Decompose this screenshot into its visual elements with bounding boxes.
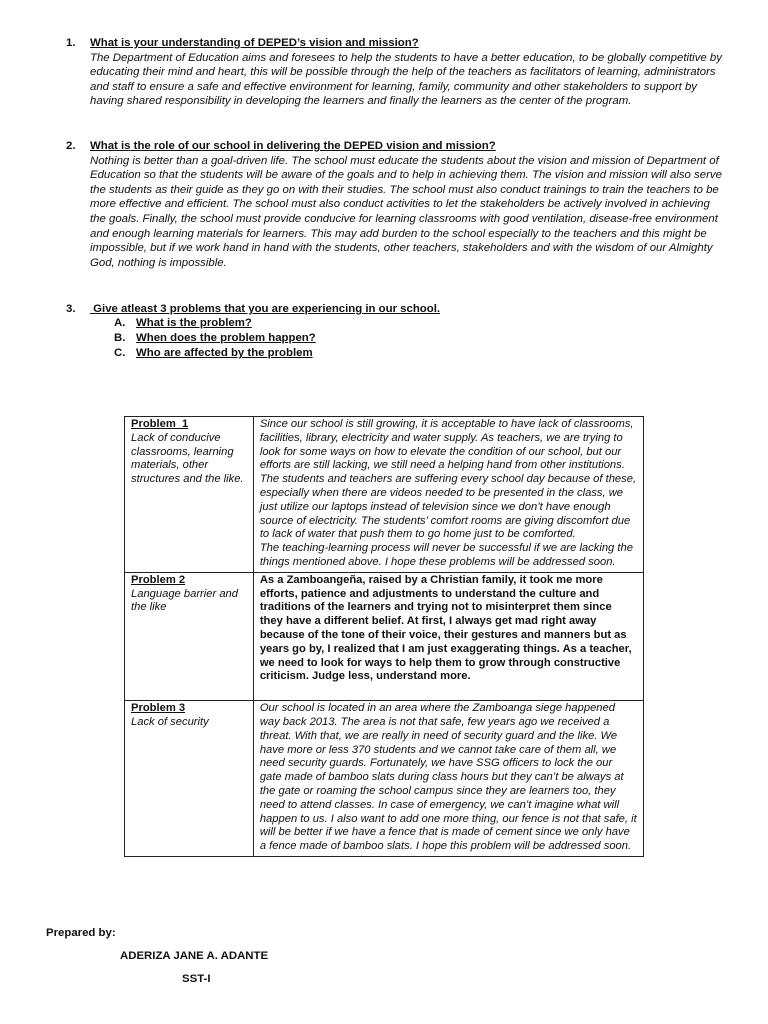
problem-title: Problem 3 [131, 702, 186, 715]
question-answer: The Department of Education aims and foresees to help the students to have a better education, to be globally competitive by educating their mind and heart, this will be possible through the help of the teachers as facilitators of learning, administrators and staff to ensure a safe and effective environment for learning, family, community and other stakeholders to support by having shared responsibility in developing the learners and finally the learners as the center of the program. [90, 51, 722, 108]
problem-cell [125, 701, 254, 857]
problem-detail: The teaching-learning process will never be successful if we are lacking the things mentioned above. I hope these problems will be addressed soon. [259, 542, 633, 568]
problem-detail-cell [253, 417, 643, 573]
question-heading: What is your understanding of DEPED’s vision and mission? [90, 37, 419, 49]
question-heading: Give atleast 3 problems that you are experiencing in our school. [90, 303, 441, 315]
question-answer: Nothing is better than a goal-driven life. The school must educate the students about the vision and mission of Department of Education so that the students will be aware of the goals and to help in achieving them. The vision and mission will also serve the students as their guide as they go on with their studies. The school must also conduct trainings to train the teachers to be more effective and efficient. The school must also conduct activities to let the stakeholders be actively involved in achieving the goals. Finally, the school must provide conducive for learning classrooms with good ventilation, disease-free environment and enough learning materials for learners. This may add burden to the school especially to the teachers and this might be impossible, but if we work hand in hand with the students, other teachers, stakeholders and with the wisdom of our Almighty God, nothing is impossible. [90, 154, 722, 269]
problem-description: Lack of conducive classrooms, learning materials, other structures and the like. [131, 431, 244, 486]
problem-detail-cell [253, 572, 643, 700]
problem-cell [125, 572, 254, 700]
problem-title: Problem 2 [131, 573, 186, 586]
sub-item-letter: C. [114, 347, 126, 360]
problem-cell [125, 417, 254, 573]
question-2 [66, 139, 726, 270]
question-3-sub-list [114, 316, 316, 362]
problem-detail: Since our school is still growing, it is acceptable to have lack of classrooms, facilities, library, electricity and water supply. As teachers, we are trying to look for some ways on how to elevate the condition of our school, but our efforts are still lacking, we still need a helping hand from other institutions. The students and teachers are suffering every school day because of these, especially when there are videos needed to be presented in the class, we just utilize our laptops instead of television since we don’t have enough source of electricity. The students’ comfort rooms are giving discomfort due to lack of water that push them to go home just to be comforted. [259, 418, 637, 541]
problem-detail-cell [253, 701, 643, 857]
problem-description: Lack of security [131, 715, 209, 728]
question-3 [66, 302, 726, 317]
question-1 [66, 36, 726, 109]
problems-table [124, 416, 644, 857]
sub-item-c [114, 346, 316, 361]
prepared-by-label: Prepared by: [46, 927, 116, 939]
problem-description: Language barrier and the like [131, 587, 238, 614]
preparer-name: ADERIZA JANE A. ADANTE [120, 950, 269, 962]
table-row [125, 572, 644, 700]
question-number: 1. [66, 37, 76, 49]
question-number: 2. [66, 140, 76, 152]
sub-item-b [114, 331, 316, 346]
sub-item-letter: B. [114, 332, 126, 345]
table-row [125, 701, 644, 857]
sub-item-text: When does the problem happen? [136, 332, 316, 345]
sub-item-text: What is the problem? [136, 317, 252, 329]
problem-title: Problem 1 [131, 418, 189, 430]
problem-detail: As a Zamboangeña, raised by a Christian family, it took me more efforts, patience and adjustments to understand the culture and traditions of the learners and trying not to misinterpret them since they have a different belief. At first, I always get mad right away because of the tone of their voice, their gestures and manners but as years go by, I realized that I am just exaggerating things. As a teacher, we need to look for ways to help them to grow through constructive criticism. Judge less, understand more. [259, 573, 632, 683]
problem-detail: Our school is located in an area where the Zamboanga siege happened way back 2013. The area is not that safe, few years ago we received a threat. With that, we are really in need of security guard and the like. We have more or less 370 students and we cannot take care of them all, we need security guards. Fortunately, we have SSG officers to lock the our gate made of bamboo slats during class hours but they can’t be always at the gate or roaming the school campus since they are learners too, they need to attend classes. In case of emergency, we can’t imagine what will happen to us. I also want to add one more thing, our fence is not that safe, it will be better if we have a fence that is made of cement since we only have a fence made of bamboo slats. I hope this problem will be addressed soon. [259, 702, 637, 853]
sub-item-a [114, 316, 316, 331]
question-number: 3. [66, 303, 76, 315]
question-heading: What is the role of our school in delivering the DEPED vision and mission? [90, 140, 496, 152]
sub-item-text: Who are affected by the problem [136, 347, 313, 360]
preparer-position: SST-I [182, 973, 211, 985]
sub-item-letter: A. [114, 317, 126, 329]
table-row [125, 417, 644, 573]
